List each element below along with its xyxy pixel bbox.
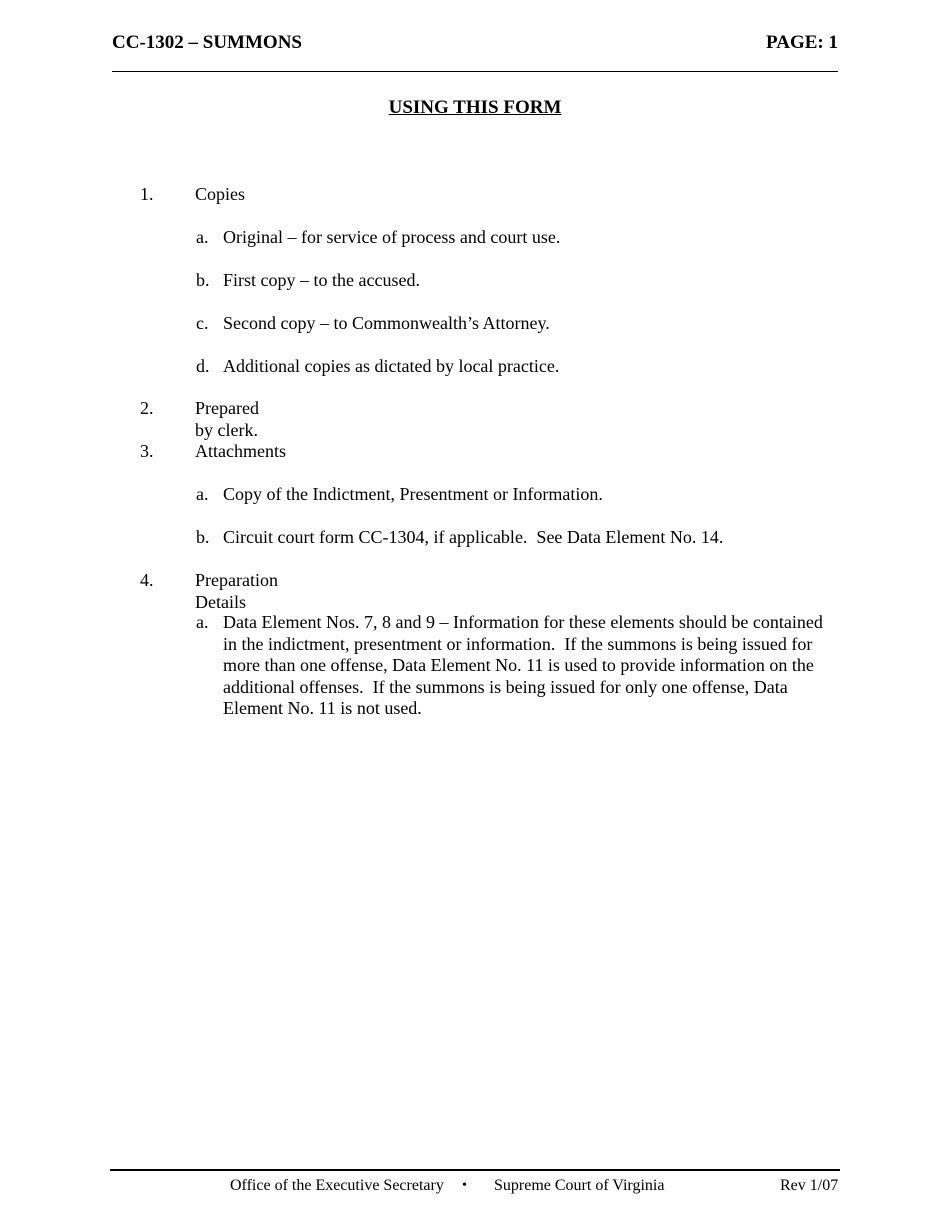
sub-item-letter: d.	[196, 356, 210, 376]
item-label: Attachments	[195, 441, 286, 461]
footer-court: Supreme Court of Virginia	[494, 1177, 665, 1194]
sub-item-text: First copy – to the accused.	[223, 270, 420, 290]
sub-item-letter: c.	[196, 313, 209, 333]
item-number: 2.	[140, 398, 154, 418]
sub-item-letter: b.	[196, 270, 210, 290]
sub-item-letter: a.	[196, 227, 209, 247]
footer-bullet: •	[462, 1178, 467, 1193]
item-number: 1.	[140, 184, 154, 204]
item-label: Copies	[195, 184, 246, 204]
sub-item-letter: a.	[196, 612, 209, 632]
sub-item-text: Data Element Nos. 7, 8 and 9 – Information for these elements should be contained in the indictment, presentment or information. If the summons is being issued for more than one offense, Data Element No. 11 is used to provide information on the additional offenses. If the summons is being issued for only one offense, Data Element No. 11 is not used.	[223, 612, 828, 718]
footer-revision: Rev 1/07	[780, 1177, 839, 1194]
footer-divider	[110, 1169, 840, 1171]
footer-office: Office of the Executive Secretary	[230, 1177, 444, 1194]
sub-item-text: Additional copies as dictated by local practice.	[223, 356, 560, 376]
header-divider	[112, 71, 838, 72]
sub-item-letter: a.	[196, 484, 209, 504]
item-number: 4.	[140, 570, 154, 590]
page-number: PAGE: 1	[766, 32, 838, 53]
form-id: CC-1302 – SUMMONS	[112, 32, 302, 53]
sub-item-text: Copy of the Indictment, Presentment or Information.	[223, 484, 603, 504]
item-label: Prepared by clerk.	[195, 398, 259, 440]
item-label: Preparation Details	[195, 570, 278, 612]
page-header	[112, 32, 838, 58]
sub-item-text: Circuit court form CC-1304, if applicable. See Data Element No. 14.	[223, 527, 724, 547]
sub-item-letter: b.	[196, 527, 210, 547]
sub-item-text: Second copy – to Commonwealth’s Attorney.	[223, 313, 550, 333]
sub-item-text: Original – for service of process and court use.	[223, 227, 561, 247]
item-number: 3.	[140, 441, 154, 461]
page-title: USING THIS FORM	[388, 97, 562, 118]
